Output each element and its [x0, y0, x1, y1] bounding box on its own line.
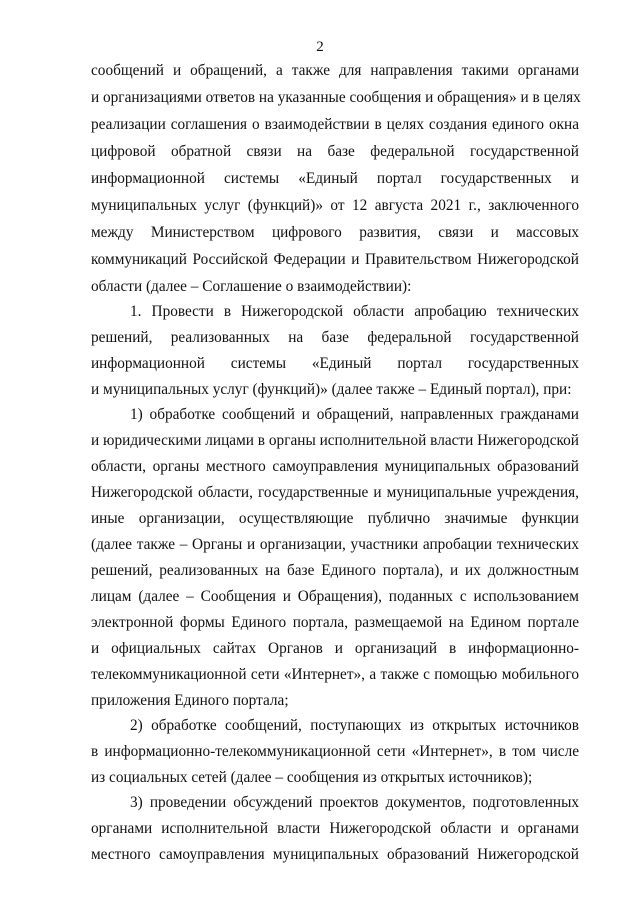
page-number: 2 [316, 39, 324, 55]
text-line: иные организации, осуществляющие публично значимые функции [91, 510, 579, 527]
text-line: решений, реализованных на базе Единого портала), и их должностным [91, 562, 579, 579]
text-line: коммуникаций Российской Федерации и Правительством Нижегородской [91, 251, 579, 268]
text-line: и официальных сайтах Органов и организаций в информационно- [91, 640, 579, 657]
text-line: информационной системы «Единый портал государственных и [91, 170, 579, 187]
text-line: информационной системы «Единый портал государственных [91, 355, 579, 372]
text-line: телекоммуникационной сети «Интернет», а также с помощью мобильного [91, 666, 579, 683]
text-line: между Министерством цифрового развития, связи и массовых [91, 224, 579, 241]
text-line: приложения Единого портала; [91, 692, 289, 709]
text-line: и муниципальных услуг (функций)» (далее также – Единый портал), при: [91, 381, 572, 398]
text-line: Нижегородской области, государственные и муниципальные учреждения, [91, 484, 579, 501]
text-line: и организациями ответов на указанные сообщения и обращения» и в целях [91, 89, 581, 106]
text-line: из социальных сетей (далее – сообщения из открытых источников); [91, 769, 533, 786]
text-line: сообщений и обращений, а также для направления такими органами [91, 62, 579, 79]
text-line: и юридическими лицами в органы исполнительной власти Нижегородской [91, 432, 579, 449]
text-line: в информационно-телекоммуникационной сети «Интернет», в том числе [91, 743, 579, 760]
text-line: 3) проведении обсуждений проектов документов, подготовленных [130, 794, 579, 811]
text-line: (далее также – Органы и организации, участники апробации технических [91, 536, 579, 553]
text-line: цифровой обратной связи на базе федеральной государственной [91, 143, 579, 160]
text-line: лицам (далее – Сообщения и Обращения), поданных с использованием [91, 588, 579, 605]
text-line: области (далее – Соглашение о взаимодействии): [91, 278, 412, 295]
text-line: решений, реализованных на базе федеральной государственной [91, 329, 579, 346]
text-line: местного самоуправления муниципальных образований Нижегородской [91, 846, 579, 863]
text-line: 1. Провести в Нижегородской области апробацию технических [130, 303, 579, 320]
text-line: муниципальных услуг (функций)» от 12 августа 2021 г., заключенного [91, 197, 579, 214]
text-line: области, органы местного самоуправления муниципальных образований [91, 458, 579, 475]
text-line: органами исполнительной власти Нижегородской области и органами [91, 820, 579, 837]
text-line: реализации соглашения о взаимодействии в целях создания единого окна [91, 116, 579, 133]
text-line: 2) обработке сообщений, поступающих из открытых источников [130, 717, 579, 734]
text-line: электронной формы Единого портала, размещаемой на Едином портале [91, 614, 579, 631]
text-line: 1) обработке сообщений и обращений, направленных гражданами [130, 406, 579, 423]
